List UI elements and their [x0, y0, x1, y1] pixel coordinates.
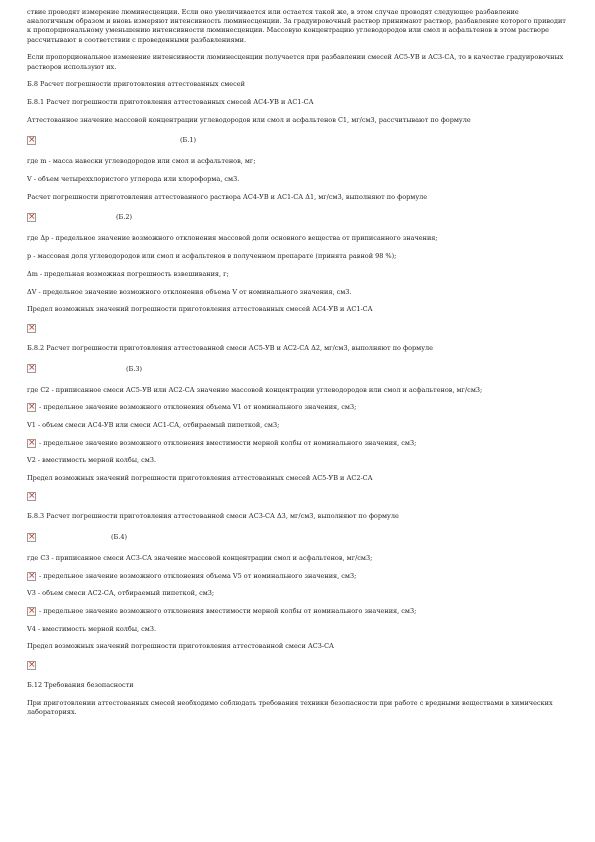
- broken-image-icon: [27, 661, 36, 670]
- definition-text: - предельное значение возможного отклонения вместимости мерной колбы от номинального значения, см3;: [39, 438, 417, 447]
- paragraph: Аттестованное значение массовой концентрации углеводородов или смол и асфальтенов C1, мг/см3, рассчитывают по формуле: [27, 115, 471, 124]
- formula-b4: [27, 530, 567, 544]
- equation-number: (Б.2): [116, 213, 133, 222]
- paragraph: Предел возможных значений погрешности приготовления аттестованных смесей АС5-УВ и АС2-СА: [27, 473, 373, 482]
- broken-image-icon: [27, 439, 36, 448]
- paragraph: Расчет погрешности приготовления аттестованного раствора АС4-УВ и АС1-СА Δ1, мг/см3, выполняют по формуле: [27, 192, 428, 201]
- paragraph: Δm - предельная возможная погрешность взвешивания, г;: [27, 269, 229, 278]
- paragraph: V4 - вместимость мерной колбы, см3.: [27, 624, 157, 633]
- paragraph: ствие проводят измерение люминесценции. Если оно увеличивается или остается такой же, в этом случае проводят следующее разбавление аналогичным образом и вновь измеряют интенсивность люминесценции. За градуировочный раствор принимают раствор, разбавление которого приводит к пропорциональному уменьшению интенсивности люминесценции. Массовую концентрацию углеводородов или смол и асфальтенов в этом растворе рассчитывают в соответствии с проведенными разбавлениями.: [27, 8, 566, 44]
- paragraph: Предел возможных значений погрешности приготовления аттестованной смеси АС3-СА: [27, 642, 334, 651]
- equation-number: (Б.3): [126, 364, 143, 373]
- broken-image-icon: [27, 136, 36, 145]
- paragraph: Предел возможных значений погрешности приготовления аттестованных смесей АС4-УВ и АС1-СА: [27, 305, 373, 314]
- definition-text: - предельное значение возможного отклонения объема V1 от номинального значения, см3;: [39, 403, 357, 412]
- subsection-heading: Б.8.3 Расчет погрешности приготовления аттестованной смеси АС3-СА Δ3, мг/см3, выполняют по формуле: [27, 512, 399, 521]
- broken-image-icon: [27, 533, 36, 542]
- formula-limit-3: [27, 660, 567, 671]
- subsection-heading: Б.8.1 Расчет погрешности приготовления аттестованных смесей АС4-УВ и АС1-СА: [27, 97, 314, 106]
- definition-row: [27, 607, 567, 616]
- broken-image-icon: [27, 572, 36, 581]
- paragraph: V1 - объем смеси АС4-УВ или смеси АС1-СА, отбираемый пипеткой, см3;: [27, 420, 280, 429]
- section-heading: Б.8 Расчет погрешности приготовления аттестованных смесей: [27, 80, 245, 89]
- paragraph: V3 - объем смеси АС2-СА, отбираемый пипеткой, см3;: [27, 589, 215, 598]
- paragraph: где Δр - предельное значение возможного отклонения массовой доли основного вещества от приписанного значения;: [27, 234, 438, 243]
- formula-limit-2: [27, 491, 567, 502]
- equation-number: (Б.1): [180, 136, 197, 145]
- broken-image-icon: [27, 213, 36, 222]
- definition-text: - предельное значение возможного отклонения вместимости мерной колбы от номинального значения, см3;: [39, 607, 417, 616]
- broken-image-icon: [27, 492, 36, 501]
- paragraph: р - массовая доля углеводородов или смол и асфальтенов в полученном препарате (принята равной 98 %);: [27, 252, 397, 261]
- paragraph: где С3 - приписанное смеси АС3-СА значение массовой концентрации смол и асфальтенов, мг/см3;: [27, 554, 373, 563]
- formula-limit-1: [27, 323, 567, 334]
- broken-image-icon: [27, 324, 36, 333]
- broken-image-icon: [27, 364, 36, 373]
- document-page: [27, 8, 567, 726]
- subsection-heading: Б.8.2 Расчет погрешности приготовления аттестованной смеси АС5-УВ и АС2-СА Δ2, мг/см3, выполняют по формуле: [27, 343, 434, 352]
- equation-number: (Б.4): [111, 533, 128, 542]
- broken-image-icon: [27, 403, 36, 412]
- paragraph: Если пропорциональное изменение интенсивности люминесценции получается при разбавлении смесей АС5-УВ и АС3-СА, то в качестве градуировочных растворов используют их.: [27, 53, 564, 71]
- paragraph: где m - масса навески углеводородов или смол и асфальтенов, мг;: [27, 157, 256, 166]
- paragraph: где С2 - приписанное смеси АС5-УВ или АС2-СА значение массовой концентрации углеводородов или смол и асфальтенов, мг/см3;: [27, 385, 483, 394]
- formula-b2: [27, 210, 567, 224]
- paragraph: V2 - вместимость мерной колбы, см3.: [27, 456, 157, 465]
- broken-image-icon: [27, 607, 36, 616]
- definition-text: - предельное значение возможного отклонения объема V5 от номинального значения, см3;: [39, 571, 357, 580]
- paragraph: При приготовлении аттестованных смесей необходимо соблюдать требования техники безопасности при работе с вредными веществами в химических лабораториях.: [27, 698, 553, 716]
- definition-row: [27, 439, 567, 448]
- paragraph: ΔV - предельное значение возможного отклонения объема V от номинального значения, см3.: [27, 287, 352, 296]
- formula-b1: [27, 133, 567, 147]
- section-heading: Б.12 Требования безопасности: [27, 680, 134, 689]
- definition-row: [27, 572, 567, 581]
- formula-b3: [27, 362, 567, 376]
- definition-row: [27, 403, 567, 412]
- paragraph: V - объем четыреххлористого углерода или хлороформа, см3.: [27, 175, 240, 184]
